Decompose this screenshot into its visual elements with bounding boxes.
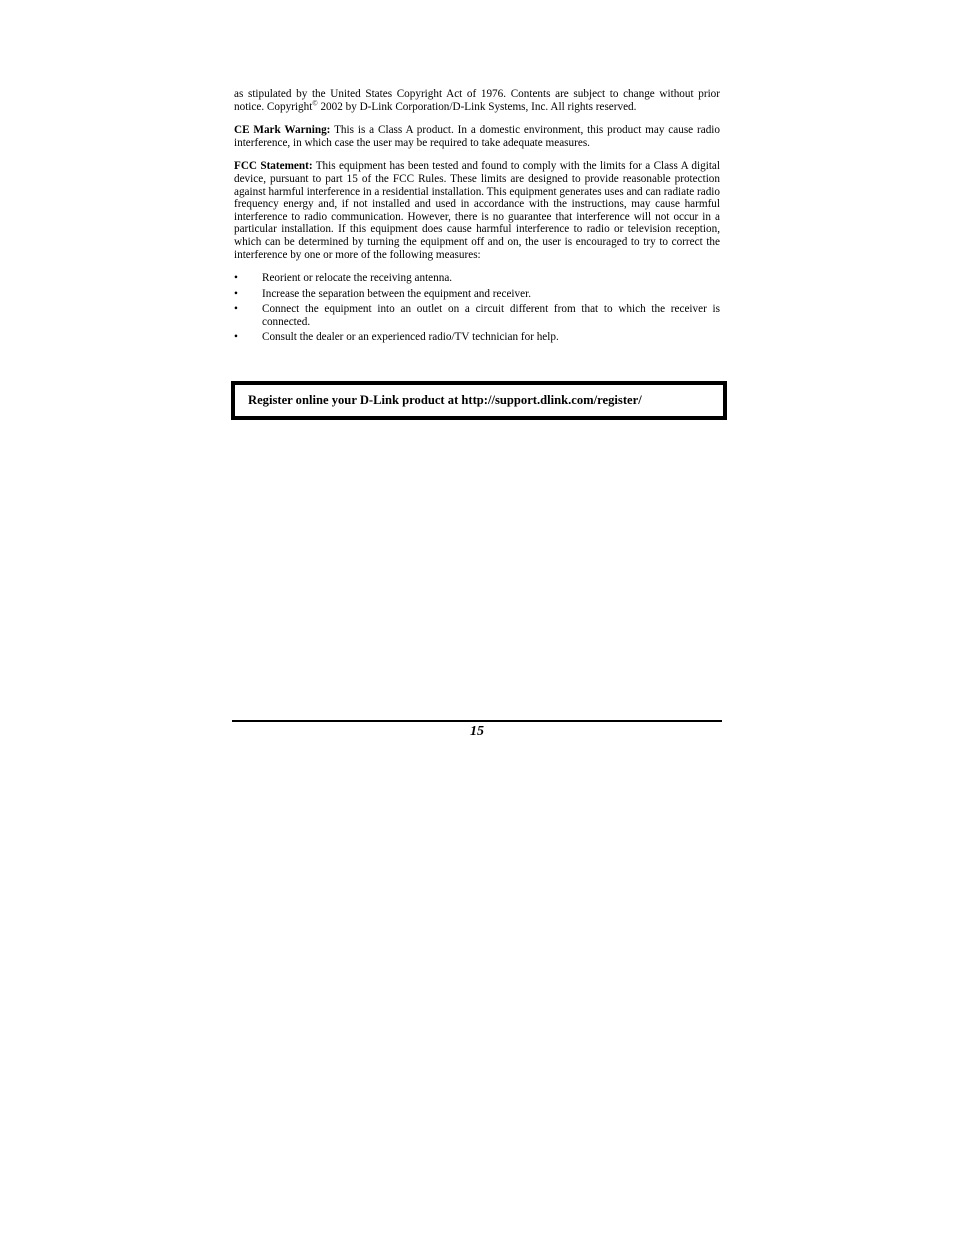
document-body: [234, 88, 720, 347]
ce-warning-paragraph: [234, 124, 720, 149]
copyright-text-start: as stipulated by the United States Copyright Act of 1976. Contents are subject to change without prior notice. Copyright: [234, 88, 720, 113]
list-item: [234, 272, 720, 285]
list-item-text: Consult the dealer or an experienced radio/TV technician for help.: [262, 331, 559, 344]
bullet-icon: •: [234, 287, 238, 300]
copyright-text-end: 2002 by D-Link Corporation/D-Link Systems, Inc. All rights reserved.: [317, 100, 637, 113]
copyright-paragraph: [234, 88, 720, 113]
list-item: [234, 331, 720, 344]
list-item: [234, 303, 720, 329]
fcc-statement-text: This equipment has been tested and found to comply with the limits for a Class A digital device, pursuant to part 15 of the FCC Rules. These limits are designed to provide reasonable protection against harmful interference in a residential installation. This equipment generates uses and can radiate radio frequency energy and, if not installed and used in accordance with the instructions, may cause harmful interference to radio communication. However, there is no guarantee that interference will not occur in a particular installation. If this equipment does cause harmful interference to radio or television reception, which can be determined by turning the equipment off and on, the user is encouraged to try to correct the interference by one or more of the following measures:: [234, 160, 720, 261]
list-item: [234, 288, 720, 301]
register-notice-text: Register online your D-Link product at http://support.dlink.com/register/: [248, 393, 642, 407]
fcc-statement-paragraph: [234, 160, 720, 261]
bullet-icon: •: [234, 331, 238, 344]
footer-divider: [232, 720, 722, 722]
ce-warning-text: This is a Class A product. In a domestic environment, this product may cause radio interference, in which case the user may be required to take adequate measures.: [234, 124, 721, 149]
bullet-icon: •: [234, 272, 238, 285]
register-notice-box: [231, 381, 727, 420]
list-item-text: Reorient or relocate the receiving antenna.: [262, 272, 453, 285]
copyright-symbol: ©: [312, 98, 318, 107]
bullet-icon: •: [234, 302, 238, 315]
fcc-statement-heading: FCC Statement:: [234, 160, 313, 173]
list-item-text: Increase the separation between the equipment and receiver.: [262, 287, 531, 300]
list-item-text: Connect the equipment into an outlet on a circuit different from that to which the receiver is connected.: [262, 302, 720, 328]
ce-warning-heading: CE Mark Warning:: [234, 124, 331, 137]
measures-list: [234, 272, 720, 344]
page-number: 15: [470, 724, 484, 739]
